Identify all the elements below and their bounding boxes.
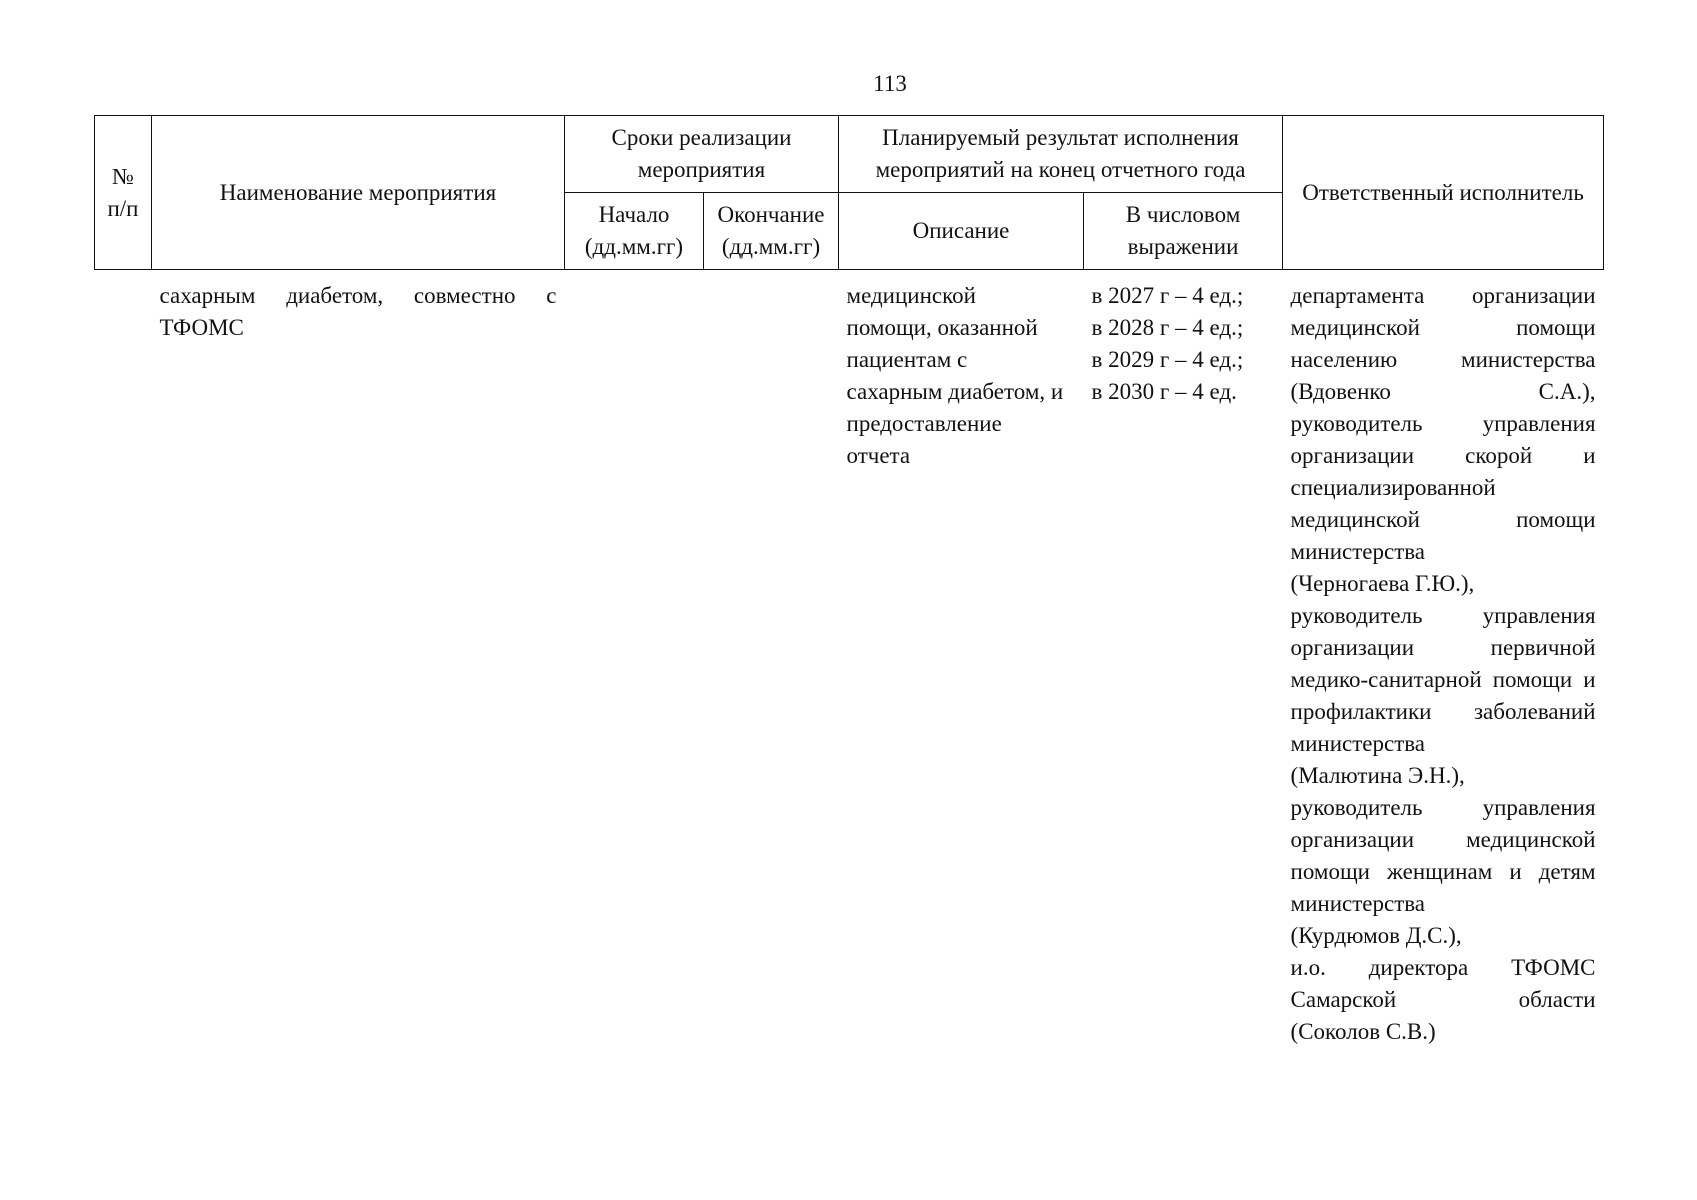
responsible-line: медицинской помощи (1290, 315, 1596, 340)
responsible-line: помощи женщинам и детям (1290, 859, 1596, 884)
responsible-line: медицинской помощи (1290, 507, 1596, 532)
cell-line: в 2028 г – 4 ед.; (1091, 315, 1244, 340)
cell-line: медицинской (846, 283, 976, 308)
cell-name: сахарным диабетом, совместно с ТФОМС (159, 283, 557, 340)
responsible-line: специализированной (1290, 475, 1496, 500)
header-end: Окончание (дд.мм.гг) (704, 193, 839, 270)
header-numeric: В числовом выражении (1084, 193, 1283, 270)
responsible-line: (Вдовенко С.А.), (1290, 379, 1596, 404)
header-start: Начало (дд.мм.гг) (565, 193, 704, 270)
responsible-line: (Черногаева Г.Ю.), (1290, 571, 1475, 596)
cell-line: предоставление (846, 411, 1002, 436)
cell-line: в 2029 г – 4 ед.; (1091, 347, 1244, 372)
responsible-line: министерства (1290, 539, 1426, 564)
header-description: Описание (839, 193, 1084, 270)
cell-start (565, 270, 704, 1049)
header-result: Планируемый результат исполнения мероприятий на конец отчетного года (839, 116, 1283, 193)
activity-plan-table (94, 115, 1604, 1048)
page-number: 113 (873, 71, 907, 96)
header-num: № п/п (95, 116, 152, 270)
responsible-line: медико-санитарной помощи и (1290, 667, 1596, 692)
header-responsible: Ответственный исполнитель (1283, 116, 1604, 270)
table-row (95, 270, 1604, 1049)
responsible-line: руководитель управления (1290, 795, 1596, 820)
responsible-line: министерства (1290, 731, 1426, 756)
cell-num (95, 270, 152, 1049)
cell-line: сахарным диабетом, и (846, 379, 1064, 404)
cell-line: в 2030 г – 4 ед. (1091, 379, 1237, 404)
header-name: Наименование мероприятия (152, 116, 565, 270)
cell-description (839, 270, 1084, 1049)
cell-end (704, 270, 839, 1049)
responsible-line: организации медицинской (1290, 827, 1596, 852)
responsible-line: департамента организации (1290, 283, 1596, 308)
responsible-line: населению министерства (1290, 347, 1596, 372)
responsible-line: (Малютина Э.Н.), (1290, 763, 1465, 788)
responsible-line: (Курдюмов Д.С.), (1290, 923, 1462, 948)
responsible-line: руководитель управления (1290, 411, 1596, 436)
responsible-line: министерства (1290, 891, 1426, 916)
responsible-line: организации первичной (1290, 635, 1596, 660)
cell-line: помощи, оказанной (846, 315, 1038, 340)
responsible-line: руководитель управления (1290, 603, 1596, 628)
responsible-line: профилактики заболеваний (1290, 699, 1596, 724)
responsible-line: организации скорой и (1290, 443, 1596, 468)
responsible-line: и.о. директора ТФОМС (1290, 955, 1596, 980)
cell-line: пациентам с (846, 347, 968, 372)
cell-responsible (1283, 270, 1604, 1049)
header-timeline: Сроки реализации мероприятия (565, 116, 839, 193)
cell-line: в 2027 г – 4 ед.; (1091, 283, 1244, 308)
cell-line: отчета (846, 443, 911, 468)
responsible-line: Самарской области (1290, 987, 1596, 1012)
cell-numeric (1084, 270, 1283, 1049)
responsible-line: (Соколов С.В.) (1290, 1019, 1436, 1044)
